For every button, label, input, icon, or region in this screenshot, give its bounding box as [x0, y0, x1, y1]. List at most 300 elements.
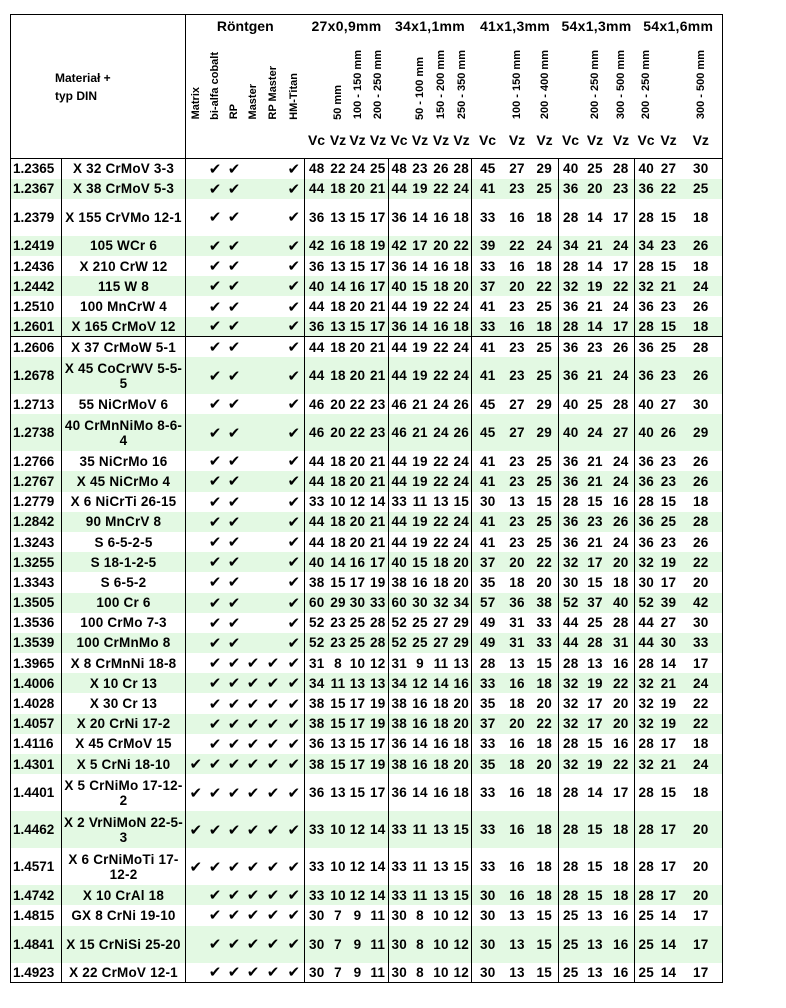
compat-check-cell — [284, 593, 305, 613]
checkmark-icon: ✔ — [266, 886, 280, 905]
compat-check-cell — [186, 693, 206, 713]
speed-value: 44 — [389, 471, 410, 491]
speed-value: 14 — [660, 655, 677, 671]
compat-check-cell — [186, 414, 206, 451]
speed-value: 32 — [635, 693, 658, 713]
range-41-1: 100 - 150 mm — [511, 50, 523, 120]
vz-label-34-1: Vz — [410, 123, 431, 159]
speed-value: 24 — [453, 299, 470, 315]
speed-value: 23 — [608, 179, 635, 199]
speed-value: 26 — [680, 451, 723, 471]
checkmark-icon: ✔ — [246, 674, 260, 693]
speed-value: 18 — [680, 317, 723, 337]
vz-label-27-1: Vz — [329, 123, 348, 159]
compat-check-cell — [186, 593, 206, 613]
speed-value: 16 — [608, 926, 635, 963]
speed-value: 17 — [612, 209, 629, 225]
compat-check-cell — [284, 613, 305, 633]
din-name: X 30 Cr 13 — [62, 693, 186, 713]
speed-value: 34 — [389, 673, 410, 693]
speed-value: 13 — [509, 494, 525, 510]
speed-value: 32 — [431, 593, 452, 613]
speed-value: 33 — [305, 492, 329, 512]
compat-check-cell — [186, 552, 206, 572]
checkmark-icon: ✔ — [208, 783, 222, 802]
table-row — [11, 693, 723, 713]
checkmark-icon: ✔ — [227, 963, 241, 982]
speed-value: 29 — [329, 593, 348, 613]
speed-value: 39 — [472, 236, 504, 256]
compat-check-cell — [225, 394, 244, 414]
table-row — [11, 613, 723, 633]
size-header-41: 41x1,3mm — [472, 15, 559, 37]
din-name: 90 MnCrV 8 — [62, 512, 186, 532]
speed-value: 17 — [660, 736, 677, 752]
blade-type-rp-master: RP Master — [267, 65, 279, 120]
speed-value: 30 — [389, 963, 410, 983]
speed-value: 18 — [680, 492, 723, 512]
speed-value: 22 — [608, 276, 635, 296]
speed-value: 17 — [368, 317, 389, 337]
checkmark-icon: ✔ — [287, 297, 301, 316]
speed-value: 16 — [412, 696, 428, 712]
speed-value: 52 — [635, 593, 658, 613]
compat-check-cell — [225, 317, 244, 337]
din-name: X 6 CrNiMoTi 17-12-2 — [62, 848, 186, 885]
speed-value: 17 — [680, 963, 723, 983]
speed-value: 30 — [680, 159, 723, 179]
speed-value: 41 — [472, 337, 504, 357]
compat-check-cell — [284, 714, 305, 734]
speed-value: 37 — [472, 276, 504, 296]
checkmark-icon: ✔ — [266, 755, 280, 774]
speed-value: 32 — [559, 693, 583, 713]
speed-value: 20 — [453, 696, 470, 712]
compat-check-cell — [263, 714, 284, 734]
compat-check-cell — [225, 179, 244, 199]
compat-check-cell — [186, 811, 206, 848]
checkmark-icon: ✔ — [246, 886, 260, 905]
table-row — [11, 317, 723, 337]
speed-value: 44 — [305, 179, 329, 199]
speed-value: 14 — [587, 209, 603, 225]
speed-value: 32 — [635, 714, 658, 734]
speed-value: 16 — [329, 236, 348, 256]
speed-value: 17 — [658, 885, 680, 905]
speed-value: 25 — [658, 512, 680, 532]
checkmark-icon: ✔ — [227, 533, 241, 552]
checkmark-icon: ✔ — [227, 452, 241, 471]
din-name: X 210 CrW 12 — [62, 256, 186, 276]
compat-check-cell — [244, 552, 263, 572]
speed-value: 28 — [635, 317, 658, 337]
material-code: 1.4815 — [11, 905, 62, 925]
table-row — [11, 179, 723, 199]
speed-value: 24 — [608, 471, 635, 491]
speed-value: 20 — [608, 552, 635, 572]
speed-value: 44 — [389, 296, 410, 316]
speed-value: 23 — [504, 471, 531, 491]
speed-value: 25 — [531, 179, 559, 199]
speed-value: 13 — [330, 736, 346, 752]
compat-check-cell — [225, 296, 244, 316]
compat-check-cell — [186, 296, 206, 316]
compat-check-cell — [263, 653, 284, 673]
speed-value: 15 — [410, 276, 431, 296]
speed-value: 19 — [412, 299, 428, 315]
material-code: 1.2419 — [11, 236, 62, 256]
blade-type-hm-titan: HM-Titan — [288, 72, 300, 120]
table-row — [11, 811, 723, 848]
speed-value: 33 — [472, 317, 504, 337]
speed-value: 22 — [433, 534, 449, 550]
speed-value: 31 — [389, 653, 410, 673]
speed-value: 14 — [410, 317, 431, 337]
speed-value: 22 — [531, 552, 559, 572]
compat-check-cell — [206, 199, 225, 236]
speed-value: 18 — [531, 673, 559, 693]
speed-value: 20 — [348, 337, 368, 357]
speed-value: 33 — [305, 811, 329, 848]
table-row — [11, 572, 723, 592]
checkmark-icon: ✔ — [227, 423, 241, 442]
compat-check-cell — [225, 236, 244, 256]
speed-value: 20 — [452, 276, 472, 296]
checkmark-icon: ✔ — [227, 734, 241, 753]
compat-check-cell — [284, 811, 305, 848]
checkmark-icon: ✔ — [266, 714, 280, 733]
compat-check-cell — [225, 492, 244, 512]
speed-value: 20 — [349, 453, 366, 469]
checkmark-icon: ✔ — [208, 886, 222, 905]
compat-check-cell — [186, 653, 206, 673]
speed-value: 33 — [472, 673, 504, 693]
checkmark-icon: ✔ — [287, 236, 301, 255]
speed-value: 38 — [305, 714, 329, 734]
material-code: 1.4401 — [11, 774, 62, 811]
checkmark-icon: ✔ — [246, 654, 260, 673]
speed-value: 19 — [410, 357, 431, 394]
speed-value: 36 — [504, 593, 531, 613]
speed-value: 48 — [389, 159, 410, 179]
compat-check-cell — [263, 256, 284, 276]
speed-value: 15 — [531, 963, 559, 983]
speed-value: 15 — [587, 494, 603, 510]
speed-value: 18 — [536, 258, 553, 274]
speed-value: 30 — [305, 926, 329, 963]
speed-value: 57 — [472, 593, 504, 613]
speed-value: 23 — [504, 357, 531, 394]
speed-value: 23 — [660, 453, 677, 469]
checkmark-icon: ✔ — [227, 277, 241, 296]
speed-value: 14 — [583, 317, 608, 337]
checkmark-icon: ✔ — [208, 452, 222, 471]
speed-value: 24 — [452, 337, 472, 357]
speed-value: 14 — [412, 258, 428, 274]
speed-value: 12 — [349, 859, 366, 875]
speed-value: 28 — [635, 885, 658, 905]
size-header-54-13: 54x1,3mm — [559, 15, 635, 37]
speed-value: 30 — [658, 633, 680, 653]
speed-value: 18 — [431, 276, 452, 296]
material-code: 1.4841 — [11, 926, 62, 963]
checkmark-icon: ✔ — [208, 472, 222, 491]
speed-value: 33 — [305, 848, 329, 885]
compat-check-cell — [225, 693, 244, 713]
speed-value: 36 — [305, 774, 329, 811]
compat-check-cell — [225, 885, 244, 905]
speed-value: 23 — [330, 615, 346, 631]
speed-value: 40 — [559, 394, 583, 414]
speed-value: 21 — [587, 453, 603, 469]
speed-value: 60 — [389, 593, 410, 613]
speed-value: 23 — [509, 534, 525, 550]
speed-value: 18 — [453, 209, 470, 225]
speed-value: 21 — [587, 534, 603, 550]
din-name: S 6-5-2 — [62, 572, 186, 592]
speed-value: 24 — [348, 159, 368, 179]
compat-check-cell — [206, 653, 225, 673]
checkmark-icon: ✔ — [227, 573, 241, 592]
compat-check-cell — [263, 317, 284, 337]
speed-value: 26 — [680, 236, 723, 256]
compat-check-cell — [263, 532, 284, 552]
speed-value: 40 — [305, 552, 329, 572]
speed-value: 20 — [680, 811, 723, 848]
speed-value: 18 — [531, 811, 559, 848]
table-row — [11, 774, 723, 811]
speed-value: 36 — [635, 296, 658, 316]
speed-value: 24 — [453, 534, 470, 550]
checkmark-icon: ✔ — [208, 208, 222, 227]
din-name: X 37 CrMoW 5-1 — [62, 337, 186, 357]
speed-value: 26 — [680, 357, 723, 394]
compat-check-cell — [206, 159, 225, 179]
checkmark-icon: ✔ — [227, 593, 241, 612]
checkmark-icon: ✔ — [227, 906, 241, 925]
material-code: 1.4923 — [11, 963, 62, 983]
speed-value: 14 — [587, 258, 603, 274]
compat-check-cell — [186, 394, 206, 414]
compat-check-cell — [244, 734, 263, 754]
speed-value: 13 — [431, 885, 452, 905]
checkmark-icon: ✔ — [227, 159, 241, 178]
speed-value: 32 — [559, 714, 583, 734]
table-row — [11, 357, 723, 394]
speed-value: 25 — [531, 337, 559, 357]
speed-value: 19 — [410, 512, 431, 532]
speed-value: 16 — [348, 276, 368, 296]
speed-value: 17 — [680, 926, 723, 963]
speed-value: 18 — [431, 754, 452, 774]
speed-value: 13 — [433, 859, 449, 875]
speed-value: 18 — [536, 785, 553, 801]
speed-value: 18 — [536, 736, 553, 752]
speed-value: 30 — [472, 963, 504, 983]
speed-value: 19 — [410, 337, 431, 357]
speed-value: 12 — [348, 811, 368, 848]
din-name: X 10 Cr 13 — [62, 673, 186, 693]
speed-value: 37 — [472, 714, 504, 734]
compat-check-cell — [186, 236, 206, 256]
speed-value: 22 — [349, 396, 366, 412]
vc-label-54-13: Vc — [559, 123, 583, 159]
size-header-34: 34x1,1mm — [389, 15, 472, 37]
speed-value: 28 — [369, 615, 386, 631]
speed-value: 24 — [452, 512, 472, 532]
din-name: X 2 VrNiMoN 22-5-3 — [62, 811, 186, 848]
checkmark-icon: ✔ — [287, 734, 301, 753]
speed-value: 27 — [608, 414, 635, 451]
compat-check-cell — [263, 693, 284, 713]
checkmark-icon: ✔ — [208, 963, 222, 982]
speed-value: 17 — [612, 785, 629, 801]
range-27-2: 100 - 150 mm — [351, 50, 364, 120]
checkmark-icon: ✔ — [227, 208, 241, 227]
speed-value: 22 — [431, 357, 452, 394]
speed-value: 16 — [431, 317, 452, 337]
checkmark-icon: ✔ — [208, 395, 222, 414]
checkmark-icon: ✔ — [208, 338, 222, 357]
compat-check-cell — [244, 451, 263, 471]
speed-value: 15 — [587, 574, 603, 590]
checkmark-icon: ✔ — [287, 159, 301, 178]
checkmark-icon: ✔ — [227, 257, 241, 276]
speed-value: 25 — [531, 471, 559, 491]
compat-check-cell — [263, 633, 284, 653]
speed-value: 15 — [349, 736, 366, 752]
compat-check-cell — [284, 276, 305, 296]
speed-value: 11 — [410, 811, 431, 848]
checkmark-icon: ✔ — [208, 533, 222, 552]
table-row — [11, 159, 723, 179]
speed-value: 22 — [658, 179, 680, 199]
compat-check-cell — [244, 532, 263, 552]
speed-value: 13 — [504, 926, 531, 963]
speed-value: 18 — [330, 534, 346, 550]
compat-check-cell — [206, 471, 225, 491]
speed-value: 18 — [608, 885, 635, 905]
compat-check-cell — [263, 179, 284, 199]
table-row — [11, 471, 723, 491]
speed-value: 38 — [305, 693, 329, 713]
compat-check-cell — [206, 256, 225, 276]
speed-value: 28 — [583, 633, 608, 653]
speed-value: 13 — [509, 655, 525, 671]
compat-check-cell — [186, 633, 206, 653]
speed-value: 26 — [431, 159, 452, 179]
speed-value: 32 — [635, 552, 658, 572]
speed-value: 16 — [410, 714, 431, 734]
speed-value: 36 — [559, 532, 583, 552]
din-name: X 15 CrNiSi 25-20 — [62, 926, 186, 963]
speed-value: 17 — [410, 236, 431, 256]
speed-value: 10 — [349, 655, 366, 671]
speed-value: 20 — [452, 552, 472, 572]
speed-value: 36 — [635, 179, 658, 199]
speed-value: 14 — [658, 926, 680, 963]
speed-value: 36 — [635, 357, 658, 394]
speed-value: 24 — [431, 414, 452, 451]
checkmark-icon: ✔ — [287, 395, 301, 414]
checkmark-icon: ✔ — [227, 857, 241, 876]
speed-value: 8 — [410, 926, 431, 963]
speed-value: 22 — [680, 693, 723, 713]
speed-value: 18 — [329, 337, 348, 357]
speed-value: 18 — [431, 552, 452, 572]
compat-check-cell — [225, 905, 244, 925]
speed-value: 14 — [369, 494, 386, 510]
speed-value: 28 — [612, 615, 629, 631]
speed-value: 17 — [660, 859, 677, 875]
speed-value: 28 — [559, 317, 583, 337]
checkmark-icon: ✔ — [189, 820, 203, 839]
din-name: X 5 CrNiMo 17-12-2 — [62, 774, 186, 811]
checkmark-icon: ✔ — [227, 633, 241, 652]
speed-value: 23 — [660, 299, 677, 315]
compat-check-cell — [206, 179, 225, 199]
table-row — [11, 633, 723, 653]
speed-value: 27 — [504, 159, 531, 179]
speed-value: 18 — [452, 317, 472, 337]
compat-check-cell — [206, 512, 225, 532]
speed-value: 23 — [329, 633, 348, 653]
speed-value: 16 — [612, 736, 629, 752]
speed-value: 18 — [509, 574, 525, 590]
speed-value: 19 — [369, 696, 386, 712]
checkmark-icon: ✔ — [189, 783, 203, 802]
checkmark-icon: ✔ — [227, 179, 241, 198]
din-name: X 22 CrMoV 12-1 — [62, 963, 186, 983]
speed-value: 29 — [680, 414, 723, 451]
speed-value: 18 — [330, 299, 346, 315]
speed-value: 14 — [329, 276, 348, 296]
speed-value: 15 — [349, 785, 366, 801]
speed-value: 14 — [431, 673, 452, 693]
speed-value: 15 — [453, 859, 470, 875]
speed-value: 29 — [452, 633, 472, 653]
speed-value: 52 — [389, 613, 410, 633]
table-row — [11, 653, 723, 673]
speed-value: 25 — [559, 905, 583, 925]
speed-value: 40 — [389, 552, 410, 572]
speed-value: 10 — [330, 494, 346, 510]
speed-value: 25 — [536, 534, 553, 550]
compat-check-cell — [186, 754, 206, 774]
speed-value: 36 — [559, 337, 583, 357]
compat-check-cell — [186, 357, 206, 394]
checkmark-icon: ✔ — [287, 257, 301, 276]
speed-value: 36 — [635, 471, 658, 491]
speed-value: 16 — [504, 811, 531, 848]
speed-value: 22 — [431, 471, 452, 491]
speed-value: 33 — [680, 633, 723, 653]
compat-check-cell — [225, 774, 244, 811]
compat-check-cell — [284, 296, 305, 316]
speed-value: 10 — [431, 926, 452, 963]
checkmark-icon: ✔ — [287, 935, 301, 954]
speed-value: 34 — [635, 236, 658, 256]
speed-value: 17 — [369, 736, 386, 752]
speed-value: 36 — [389, 734, 410, 754]
speed-value: 17 — [658, 811, 680, 848]
speed-value: 20 — [583, 179, 608, 199]
compat-check-cell — [284, 633, 305, 653]
speed-value: 20 — [680, 572, 723, 592]
din-name: X 165 CrMoV 12 — [62, 317, 186, 337]
speed-value: 41 — [472, 179, 504, 199]
compat-check-cell — [225, 512, 244, 532]
